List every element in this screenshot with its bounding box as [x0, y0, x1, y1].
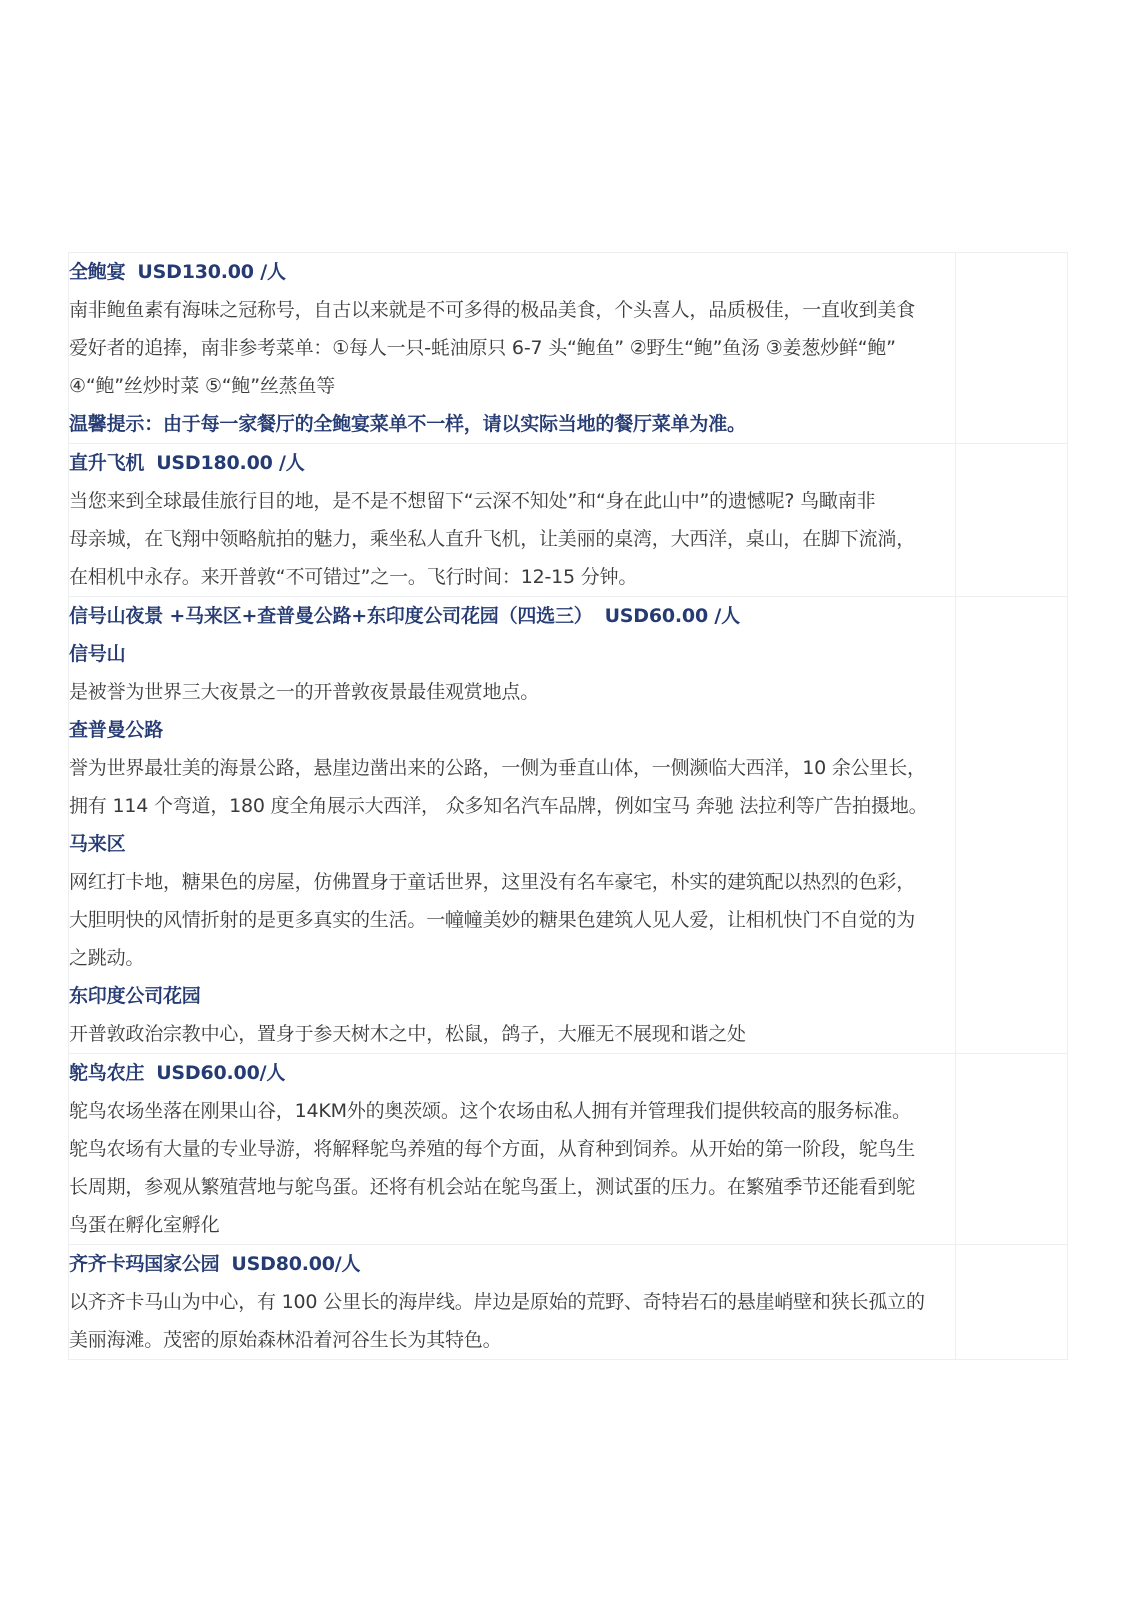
item-price: USD180.00 /人 — [156, 452, 305, 474]
section-title: 东印度公司花园 — [69, 985, 201, 1007]
item-paragraph-line: ④“鲍”丝炒时菜 ⑤“鲍”丝蒸鱼等 — [69, 375, 336, 397]
section-line: 开普敦政治宗教中心，置身于参天树木之中，松鼠，鸽子，大雁无不展现和谐之处 — [69, 1023, 746, 1045]
item-price: USD130.00 /人 — [137, 261, 286, 283]
item-cell — [69, 1245, 956, 1360]
item-heading — [69, 597, 955, 635]
item-heading — [69, 1245, 955, 1283]
document-page — [68, 252, 1068, 1360]
item-heading — [69, 1054, 955, 1092]
section-line: 网红打卡地，糖果色的房屋，仿佛置身于童话世界，这里没有名车豪宅，朴实的建筑配以热烈的色彩， — [69, 871, 916, 893]
section-line: 誉为世界最壮美的海景公路，悬崖边凿出来的公路，一侧为垂直山体，一侧濒临大西洋，10 余公里长， — [69, 757, 926, 779]
table-row — [69, 1245, 1068, 1360]
table-row — [69, 444, 1068, 597]
item-paragraph-line: 在相机中永存。来开普敦“不可错过”之一。飞行时间：12-15 分钟。 — [69, 566, 638, 588]
item-name: 全鲍宴 — [69, 261, 126, 283]
section-line: 之跳动。 — [69, 947, 145, 969]
empty-cell — [956, 1245, 1068, 1360]
item-paragraph-line: 以齐齐卡马山为中心，有 100 公里长的海岸线。岸边是原始的荒野、奇特岩石的悬崖峭壁和狭长孤立的 — [69, 1291, 925, 1313]
item-name: 直升飞机 — [69, 452, 145, 474]
item-name: 信号山夜景 +马来区+查普曼公路+东印度公司花园（四选三） — [69, 605, 593, 627]
optional-activities-table — [68, 252, 1068, 1360]
empty-cell — [956, 597, 1068, 1054]
item-name: 鸵鸟农庄 — [69, 1062, 145, 1084]
section-line: 拥有 114 个弯道，180 度全角展示大西洋， 众多知名汽车品牌，例如宝马 奔驰 法拉利等广告拍摄地。 — [69, 795, 928, 817]
item-paragraph-line: 南非鲍鱼素有海味之冠称号，自古以来就是不可多得的极品美食，个头喜人，品质极佳，一直收到美食 — [69, 299, 916, 321]
item-paragraph-line: 爱好者的追捧，南非参考菜单：①每人一只-蚝油原只 6-7 头“鲍鱼” ②野生“鲍”鱼汤 ③姜葱炒鲜“鲍” — [69, 337, 896, 359]
item-paragraph-line: 鸵鸟农场有大量的专业导游，将解释鸵鸟养殖的每个方面，从育种到饲养。从开始的第一阶段，鸵鸟生 — [69, 1138, 916, 1160]
item-cell — [69, 597, 956, 1054]
item-price: USD60.00/人 — [156, 1062, 286, 1084]
table-row — [69, 597, 1068, 1054]
item-paragraph-line: 当您来到全球最佳旅行目的地，是不是不想留下“云深不知处”和“身在此山中”的遗憾呢? 鸟瞰南非 — [69, 490, 876, 512]
item-heading — [69, 253, 955, 291]
item-paragraph-line: 鸵鸟农场坐落在刚果山谷，14KM外的奥茨颂。这个农场由私人拥有并管理我们提供较高的服务标准。 — [69, 1100, 911, 1122]
item-paragraph-line: 母亲城，在飞翔中领略航拍的魅力，乘坐私人直升飞机，让美丽的桌湾，大西洋，桌山，在脚下流淌， — [69, 528, 916, 550]
empty-cell — [956, 253, 1068, 444]
item-price: USD60.00 /人 — [604, 605, 740, 627]
item-paragraph-line: 鸟蛋在孵化室孵化 — [69, 1214, 220, 1236]
section-title: 马来区 — [69, 833, 126, 855]
table-row — [69, 253, 1068, 444]
item-cell — [69, 1054, 956, 1245]
section-title: 信号山 — [69, 643, 126, 665]
empty-cell — [956, 1054, 1068, 1245]
item-price: USD80.00/人 — [231, 1253, 361, 1275]
section-title: 查普曼公路 — [69, 719, 164, 741]
item-cell — [69, 444, 956, 597]
item-heading — [69, 444, 955, 482]
empty-cell — [956, 444, 1068, 597]
item-cell — [69, 253, 956, 444]
table-row — [69, 1054, 1068, 1245]
section-line: 大胆明快的风情折射的是更多真实的生活。一幢幢美妙的糖果色建筑人见人爱，让相机快门不自觉的为 — [69, 909, 916, 931]
item-paragraph-line: 长周期，参观从繁殖营地与鸵鸟蛋。还将有机会站在鸵鸟蛋上，测试蛋的压力。在繁殖季节还能看到鸵 — [69, 1176, 916, 1198]
item-paragraph-line: 美丽海滩。茂密的原始森林沿着河谷生长为其特色。 — [69, 1329, 502, 1351]
item-note: 温馨提示：由于每一家餐厅的全鲍宴菜单不一样，请以实际当地的餐厅菜单为准。 — [69, 413, 746, 435]
item-name: 齐齐卡玛国家公园 — [69, 1253, 220, 1275]
section-line: 是被誉为世界三大夜景之一的开普敦夜景最佳观赏地点。 — [69, 681, 540, 703]
